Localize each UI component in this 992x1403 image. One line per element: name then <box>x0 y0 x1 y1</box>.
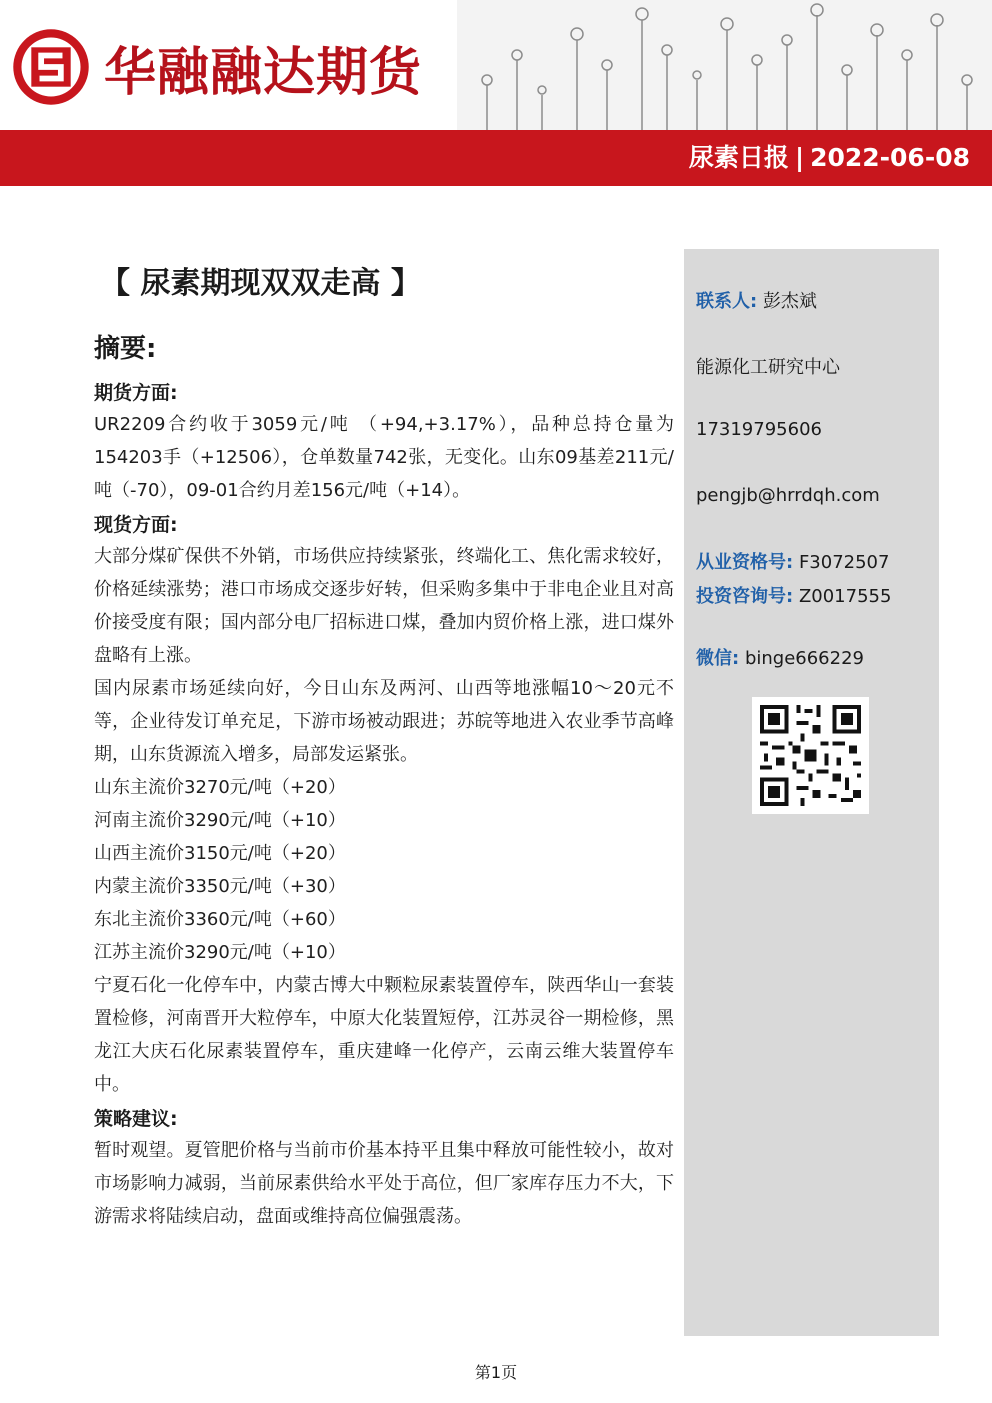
report-date: 2022-06-08 <box>810 143 970 172</box>
contact-label: 联系人: <box>696 291 758 312</box>
price-line: 河南主流价3290元/吨（+10） <box>94 810 346 831</box>
price-line: 内蒙主流价3350元/吨（+30） <box>94 876 346 897</box>
document-title: 【 尿素期现双双走高 】 <box>100 266 421 301</box>
price-line: 东北主流价3360元/吨（+60） <box>94 909 346 930</box>
contact-sidebar <box>684 249 939 1336</box>
spot-paragraph-2: 国内尿素市场延续向好，今日山东及两河、山西等地涨幅10～20元不等，企业待发订单充足，下游市场被动跟进；苏皖等地进入农业季节高峰期，山东货源流入增多，局部发运紧张。 <box>94 678 674 765</box>
company-logo <box>10 22 422 112</box>
spot-paragraph-1: 大部分煤矿保供不外销，市场供应持续紧张，终端化工、焦化需求较好，价格延续涨势；港口市场成交逐步好转，但采购多集中于非电企业且对高价接受度有限；国内部分电厂招标进口煤，叠加内贸价格上涨，进口煤外盘略有上涨。 <box>94 546 674 666</box>
main-content <box>94 378 674 1233</box>
strategy-text: 暂时观望。夏管肥价格与当前市价基本持平且集中释放可能性较小，故对市场影响力减弱，当前尿素供给水平处于高位，但厂家库存压力不大，下游需求将陆续启动，盘面或维持高位偏强震荡。 <box>94 1140 674 1227</box>
report-type: 尿素日报 <box>688 143 789 172</box>
advisory-label: 投资咨询号: <box>696 586 794 607</box>
license-number <box>696 548 889 574</box>
futures-text: UR2209合约收于3059元/吨 （+94,+3.17%），品种总持仓量为154203手（+12506），仓单数量742张，无变化。山东09基差211元/吨（-70），09-01合约月差156元/吨（+14）。 <box>94 414 674 501</box>
price-line: 江苏主流价3290元/吨（+10） <box>94 942 346 963</box>
summary-heading: 摘要: <box>94 334 157 364</box>
qr-code-icon <box>752 697 869 814</box>
logo-icon <box>10 26 92 108</box>
page-number: 第1页 <box>474 1363 518 1382</box>
header-decoration <box>457 0 992 130</box>
spot-paragraph-3: 宁夏石化一化停车中，内蒙古博大中颗粒尿素装置停车，陕西华山一套装置检修，河南晋开大粒停车，中原大化装置短停，江苏灵谷一期检修，黑龙江大庆石化尿素装置停车，重庆建峰一化停产，云南云维大装置停车中。 <box>94 975 674 1095</box>
strategy-heading: 策略建议: <box>94 1108 178 1130</box>
banner-separator: | <box>794 143 805 172</box>
report-banner-title <box>689 130 970 186</box>
contact-name: 彭杰斌 <box>762 291 817 312</box>
phone-number: 17319795606 <box>696 419 822 440</box>
department: 能源化工研究中心 <box>696 357 840 378</box>
report-header <box>0 0 992 186</box>
price-line: 山东主流价3270元/吨（+20） <box>94 777 346 798</box>
spot-heading: 现货方面: <box>94 514 178 536</box>
futures-heading: 期货方面: <box>94 382 178 404</box>
company-name: 华融融达期货 <box>104 42 423 103</box>
contact-person <box>696 287 817 313</box>
email-address[interactable]: pengjb@hrrdqh.com <box>696 485 880 506</box>
license-value: F3072507 <box>798 552 890 573</box>
wechat-label: 微信: <box>696 648 740 669</box>
wechat-id <box>696 644 864 670</box>
license-label: 从业资格号: <box>696 552 794 573</box>
advisory-number <box>696 582 891 608</box>
report-banner <box>0 130 992 186</box>
advisory-value: Z0017555 <box>798 586 892 607</box>
wechat-value: binge666229 <box>744 648 864 669</box>
price-line: 山西主流价3150元/吨（+20） <box>94 843 346 864</box>
